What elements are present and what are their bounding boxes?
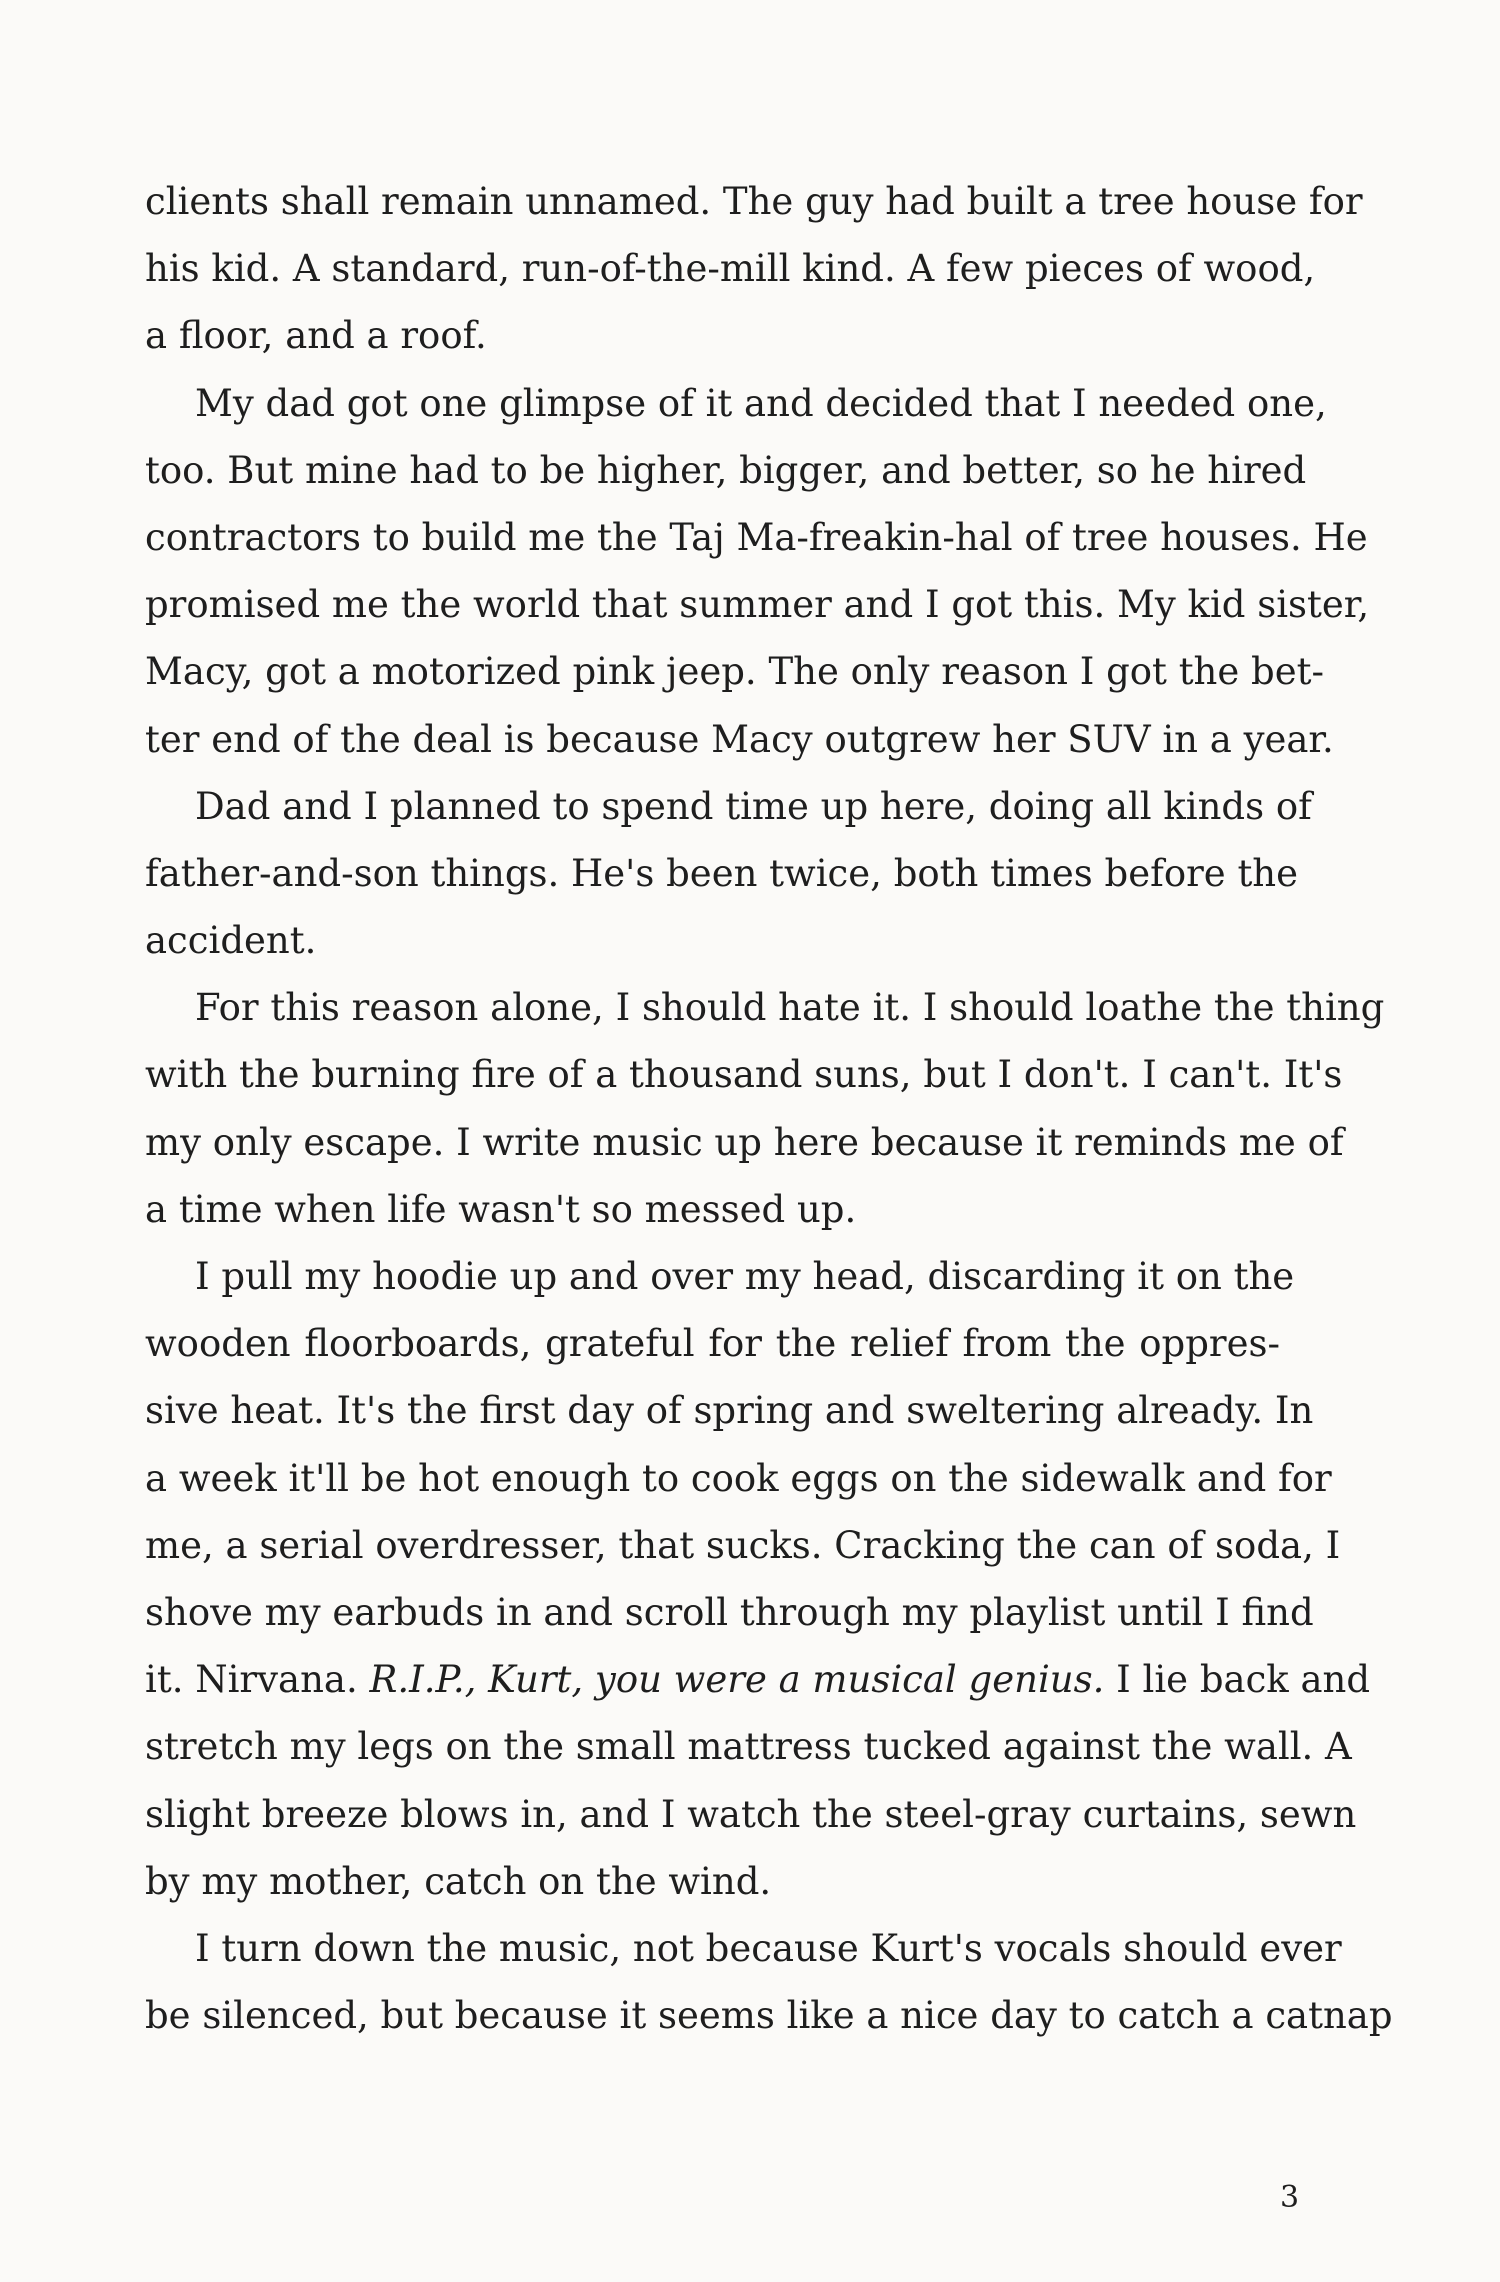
italic-thought: R.I.P., Kurt, you were a musical genius. [369,1658,1105,1702]
text-line: I pull my hoodie up and over my head, discarding it on the [195,1255,1295,1298]
text-line: be silenced, but because it seems like a nice day to catch a catnap [145,1994,1393,2038]
text-line: me, a serial overdresser, that sucks. Cracking the can of soda, I [145,1523,1341,1567]
body-text [145,168,1393,2049]
text-line: a floor, and a roof. [145,314,487,358]
text-line: father-and-son things. He's been twice, both times before the [145,851,1299,895]
text-line: my only escape. I write music up here because it reminds me of [145,1120,1344,1164]
text-line: accident. [145,919,317,963]
text-line: slight breeze blows in, and I watch the steel-gray curtains, sewn [145,1792,1357,1836]
text-line: too. But mine had to be higher, bigger, and better, so he hired [145,448,1307,492]
text-line: promised me the world that summer and I got this. My kid sister, [145,583,1370,627]
text-line: ter end of the deal is because Macy outgrew her SUV in a year. [145,717,1334,761]
text-line: a week it'll be hot enough to cook eggs on the sidewalk and for [145,1456,1332,1500]
line-text-before: it. Nirvana. [145,1658,370,1702]
text-line: For this reason alone, I should hate it. I should loathe the thing [195,986,1385,1030]
text-line: a time when life wasn't so messed up. [145,1187,857,1231]
text-line: by my mother, catch on the wind. [145,1859,772,1903]
text-line: sive heat. It's the first day of spring and sweltering already. In [145,1389,1314,1433]
text-line: My dad got one glimpse of it and decided that I needed one, [195,381,1327,425]
text-line: with the burning fire of a thousand suns, but I don't. I can't. It's [145,1053,1343,1097]
text-line: shove my earbuds in and scroll through my playlist until I find [145,1590,1314,1634]
line-text-after: I lie back and [1104,1658,1371,1702]
text-line: his kid. A standard, run-of-the-mill kind. A few pieces of wood, [145,247,1316,291]
text-line: clients shall remain unnamed. The guy had built a tree house for [145,180,1363,223]
text-line: I turn down the music, not because Kurt's vocals should ever [195,1926,1342,1970]
text-line-with-italic [145,1646,1371,1713]
page-number: 3 [1280,2180,1300,2215]
text-line: Dad and I planned to spend time up here, doing all kinds of [195,784,1312,828]
text-line: wooden floorboards, grateful for the relief from the oppres- [145,1322,1280,1366]
text-line: Macy, got a motorized pink jeep. The only reason I got the bet- [145,650,1324,694]
text-line: contractors to build me the Taj Ma-freakin-hal of tree houses. He [145,515,1368,559]
text-line: stretch my legs on the small mattress tucked against the wall. A [145,1725,1352,1769]
